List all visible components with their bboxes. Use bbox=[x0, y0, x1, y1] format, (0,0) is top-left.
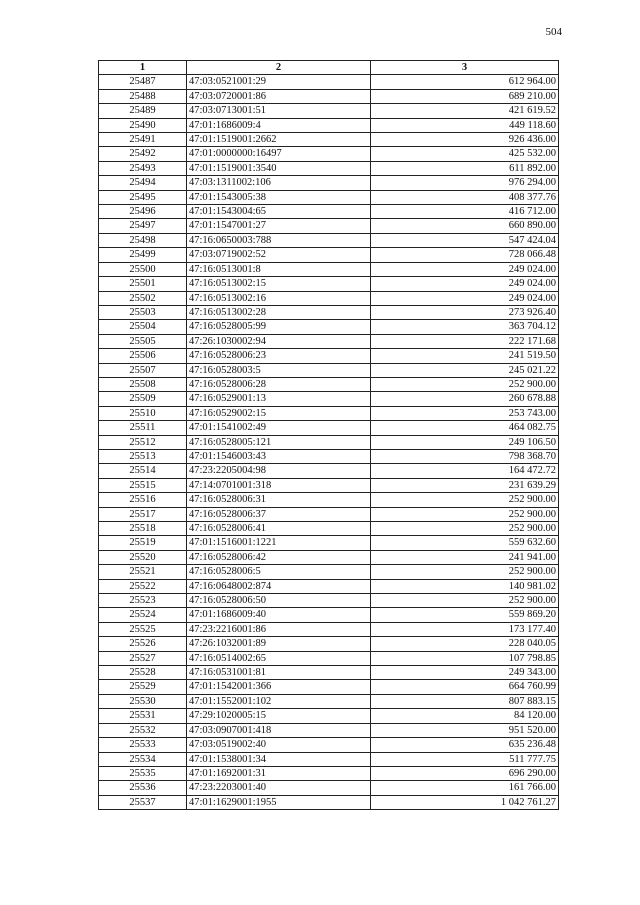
row-number-cell: 25526 bbox=[99, 637, 187, 651]
page-number: 504 bbox=[545, 26, 562, 38]
table-row bbox=[99, 320, 559, 334]
value-cell: 807 883.15 bbox=[371, 694, 559, 708]
column-header-3: 3 bbox=[371, 61, 559, 75]
value-cell: 664 760.99 bbox=[371, 680, 559, 694]
cadastral-number-cell: 47:01:1538001:34 bbox=[187, 752, 371, 766]
row-number-cell: 25487 bbox=[99, 75, 187, 89]
value-cell: 416 712.00 bbox=[371, 205, 559, 219]
cadastral-number-cell: 47:16:0529001:13 bbox=[187, 392, 371, 406]
value-cell: 363 704.12 bbox=[371, 320, 559, 334]
cadastral-number-cell: 47:16:0528006:50 bbox=[187, 594, 371, 608]
table-row bbox=[99, 133, 559, 147]
table-row bbox=[99, 781, 559, 795]
value-cell: 559 632.60 bbox=[371, 536, 559, 550]
cadastral-number-cell: 47:29:1020005:15 bbox=[187, 709, 371, 723]
cadastral-number-cell: 47:01:1543004:65 bbox=[187, 205, 371, 219]
value-cell: 84 120.00 bbox=[371, 709, 559, 723]
table-row bbox=[99, 89, 559, 103]
row-number-cell: 25508 bbox=[99, 377, 187, 391]
table-row bbox=[99, 161, 559, 175]
value-cell: 728 066.48 bbox=[371, 248, 559, 262]
cadastral-number-cell: 47:16:0529002:15 bbox=[187, 406, 371, 420]
table-row bbox=[99, 392, 559, 406]
value-cell: 252 900.00 bbox=[371, 565, 559, 579]
cadastral-number-cell: 47:26:1032001:89 bbox=[187, 637, 371, 651]
cadastral-number-cell: 47:26:1030002:94 bbox=[187, 334, 371, 348]
cadastral-number-cell: 47:16:0528006:31 bbox=[187, 493, 371, 507]
row-number-cell: 25519 bbox=[99, 536, 187, 550]
row-number-cell: 25491 bbox=[99, 133, 187, 147]
table-row bbox=[99, 435, 559, 449]
row-number-cell: 25502 bbox=[99, 291, 187, 305]
table-row bbox=[99, 406, 559, 420]
row-number-cell: 25492 bbox=[99, 147, 187, 161]
table-row bbox=[99, 421, 559, 435]
cadastral-number-cell: 47:03:0907001:418 bbox=[187, 723, 371, 737]
cadastral-number-cell: 47:01:1552001:102 bbox=[187, 694, 371, 708]
table-row bbox=[99, 334, 559, 348]
row-number-cell: 25505 bbox=[99, 334, 187, 348]
value-cell: 559 869.20 bbox=[371, 608, 559, 622]
value-cell: 249 024.00 bbox=[371, 291, 559, 305]
value-cell: 252 900.00 bbox=[371, 493, 559, 507]
table-row bbox=[99, 752, 559, 766]
row-number-cell: 25494 bbox=[99, 176, 187, 190]
value-cell: 689 210.00 bbox=[371, 89, 559, 103]
value-cell: 249 343.00 bbox=[371, 666, 559, 680]
table-row bbox=[99, 176, 559, 190]
value-cell: 107 798.85 bbox=[371, 651, 559, 665]
row-number-cell: 25511 bbox=[99, 421, 187, 435]
cadastral-number-cell: 47:16:0528005:99 bbox=[187, 320, 371, 334]
table-row bbox=[99, 449, 559, 463]
table-row bbox=[99, 349, 559, 363]
value-cell: 245 021.22 bbox=[371, 363, 559, 377]
table-row bbox=[99, 478, 559, 492]
row-number-cell: 25537 bbox=[99, 795, 187, 809]
row-number-cell: 25509 bbox=[99, 392, 187, 406]
cadastral-number-cell: 47:03:1311002:106 bbox=[187, 176, 371, 190]
header-row bbox=[99, 61, 559, 75]
row-number-cell: 25504 bbox=[99, 320, 187, 334]
cadastral-number-cell: 47:16:0528006:28 bbox=[187, 377, 371, 391]
cadastral-number-cell: 47:01:1686009:4 bbox=[187, 118, 371, 132]
cadastral-number-cell: 47:16:0528005:121 bbox=[187, 435, 371, 449]
table-row bbox=[99, 651, 559, 665]
cadastral-number-cell: 47:01:1546003:43 bbox=[187, 449, 371, 463]
cadastral-number-cell: 47:01:1516001:1221 bbox=[187, 536, 371, 550]
row-number-cell: 25530 bbox=[99, 694, 187, 708]
table-row bbox=[99, 637, 559, 651]
cadastral-number-cell: 47:23:2205004:98 bbox=[187, 464, 371, 478]
value-cell: 449 118.60 bbox=[371, 118, 559, 132]
table-row bbox=[99, 219, 559, 233]
table-row bbox=[99, 464, 559, 478]
table-row bbox=[99, 493, 559, 507]
row-number-cell: 25513 bbox=[99, 449, 187, 463]
row-number-cell: 25490 bbox=[99, 118, 187, 132]
value-cell: 241 519.50 bbox=[371, 349, 559, 363]
table-row bbox=[99, 522, 559, 536]
value-cell: 926 436.00 bbox=[371, 133, 559, 147]
value-cell: 511 777.75 bbox=[371, 752, 559, 766]
table-row bbox=[99, 622, 559, 636]
cadastral-number-cell: 47:01:1629001:1955 bbox=[187, 795, 371, 809]
cadastral-number-cell: 47:16:0513001:8 bbox=[187, 262, 371, 276]
row-number-cell: 25520 bbox=[99, 550, 187, 564]
table-row bbox=[99, 680, 559, 694]
cadastral-number-cell: 47:23:2216001:86 bbox=[187, 622, 371, 636]
table-row bbox=[99, 795, 559, 809]
table-row bbox=[99, 608, 559, 622]
table-row bbox=[99, 723, 559, 737]
table-row bbox=[99, 666, 559, 680]
cadastral-number-cell: 47:16:0528006:23 bbox=[187, 349, 371, 363]
table-row bbox=[99, 118, 559, 132]
row-number-cell: 25503 bbox=[99, 305, 187, 319]
value-cell: 252 900.00 bbox=[371, 522, 559, 536]
value-cell: 408 377.76 bbox=[371, 190, 559, 204]
value-cell: 547 424.04 bbox=[371, 233, 559, 247]
cadastral-number-cell: 47:16:0513002:28 bbox=[187, 305, 371, 319]
cadastral-number-cell: 47:03:0521001:29 bbox=[187, 75, 371, 89]
row-number-cell: 25522 bbox=[99, 579, 187, 593]
row-number-cell: 25495 bbox=[99, 190, 187, 204]
value-cell: 635 236.48 bbox=[371, 738, 559, 752]
row-number-cell: 25500 bbox=[99, 262, 187, 276]
row-number-cell: 25497 bbox=[99, 219, 187, 233]
value-cell: 425 532.00 bbox=[371, 147, 559, 161]
value-cell: 976 294.00 bbox=[371, 176, 559, 190]
value-cell: 249 106.50 bbox=[371, 435, 559, 449]
cadastral-number-cell: 47:16:0650003:788 bbox=[187, 233, 371, 247]
value-cell: 253 743.00 bbox=[371, 406, 559, 420]
cadastral-number-cell: 47:01:1541002:49 bbox=[187, 421, 371, 435]
value-cell: 222 171.68 bbox=[371, 334, 559, 348]
value-cell: 249 024.00 bbox=[371, 262, 559, 276]
cadastral-number-cell: 47:16:0528006:41 bbox=[187, 522, 371, 536]
value-cell: 161 766.00 bbox=[371, 781, 559, 795]
row-number-cell: 25525 bbox=[99, 622, 187, 636]
value-cell: 252 900.00 bbox=[371, 594, 559, 608]
cadastral-number-cell: 47:16:0528006:37 bbox=[187, 507, 371, 521]
cadastral-number-cell: 47:16:0531001:81 bbox=[187, 666, 371, 680]
table-row bbox=[99, 536, 559, 550]
value-cell: 140 981.02 bbox=[371, 579, 559, 593]
cadastral-number-cell: 47:03:0720001:86 bbox=[187, 89, 371, 103]
value-cell: 611 892.00 bbox=[371, 161, 559, 175]
table-row bbox=[99, 205, 559, 219]
row-number-cell: 25523 bbox=[99, 594, 187, 608]
table-header bbox=[99, 61, 559, 75]
row-number-cell: 25489 bbox=[99, 104, 187, 118]
value-cell: 260 678.88 bbox=[371, 392, 559, 406]
cadastral-number-cell: 47:01:1547001:27 bbox=[187, 219, 371, 233]
cadastral-number-cell: 47:01:1542001:366 bbox=[187, 680, 371, 694]
table-row bbox=[99, 550, 559, 564]
row-number-cell: 25506 bbox=[99, 349, 187, 363]
row-number-cell: 25533 bbox=[99, 738, 187, 752]
row-number-cell: 25499 bbox=[99, 248, 187, 262]
column-header-1: 1 bbox=[99, 61, 187, 75]
cadastral-number-cell: 47:16:0648002:874 bbox=[187, 579, 371, 593]
table-row bbox=[99, 75, 559, 89]
row-number-cell: 25521 bbox=[99, 565, 187, 579]
value-cell: 421 619.52 bbox=[371, 104, 559, 118]
value-cell: 231 639.29 bbox=[371, 478, 559, 492]
table-row bbox=[99, 507, 559, 521]
table-row bbox=[99, 579, 559, 593]
row-number-cell: 25516 bbox=[99, 493, 187, 507]
cadastral-number-cell: 47:03:0713001:51 bbox=[187, 104, 371, 118]
row-number-cell: 25515 bbox=[99, 478, 187, 492]
table-row bbox=[99, 377, 559, 391]
row-number-cell: 25517 bbox=[99, 507, 187, 521]
value-cell: 252 900.00 bbox=[371, 377, 559, 391]
table-row bbox=[99, 305, 559, 319]
cadastral-number-cell: 47:01:1692001:31 bbox=[187, 766, 371, 780]
cadastral-number-cell: 47:03:0519002:40 bbox=[187, 738, 371, 752]
cadastral-number-cell: 47:01:1543005:38 bbox=[187, 190, 371, 204]
table-row bbox=[99, 277, 559, 291]
row-number-cell: 25531 bbox=[99, 709, 187, 723]
cadastral-number-cell: 47:01:1519001:3540 bbox=[187, 161, 371, 175]
table-row bbox=[99, 738, 559, 752]
table-row bbox=[99, 190, 559, 204]
value-cell: 173 177.40 bbox=[371, 622, 559, 636]
table-row bbox=[99, 709, 559, 723]
cadastral-number-cell: 47:16:0528003:5 bbox=[187, 363, 371, 377]
table-row bbox=[99, 104, 559, 118]
row-number-cell: 25527 bbox=[99, 651, 187, 665]
row-number-cell: 25496 bbox=[99, 205, 187, 219]
row-number-cell: 25510 bbox=[99, 406, 187, 420]
cadastral-number-cell: 47:01:0000000:16497 bbox=[187, 147, 371, 161]
row-number-cell: 25536 bbox=[99, 781, 187, 795]
cadastral-number-cell: 47:16:0528006:5 bbox=[187, 565, 371, 579]
row-number-cell: 25524 bbox=[99, 608, 187, 622]
row-number-cell: 25501 bbox=[99, 277, 187, 291]
row-number-cell: 25529 bbox=[99, 680, 187, 694]
row-number-cell: 25534 bbox=[99, 752, 187, 766]
cadastral-number-cell: 47:16:0528006:42 bbox=[187, 550, 371, 564]
value-cell: 241 941.00 bbox=[371, 550, 559, 564]
table-row bbox=[99, 594, 559, 608]
value-cell: 464 082.75 bbox=[371, 421, 559, 435]
table-row bbox=[99, 291, 559, 305]
cadastral-number-cell: 47:03:0719002:52 bbox=[187, 248, 371, 262]
row-number-cell: 25493 bbox=[99, 161, 187, 175]
value-cell: 228 040.05 bbox=[371, 637, 559, 651]
value-cell: 273 926.40 bbox=[371, 305, 559, 319]
row-number-cell: 25488 bbox=[99, 89, 187, 103]
table-row bbox=[99, 363, 559, 377]
table-row bbox=[99, 766, 559, 780]
value-cell: 1 042 761.27 bbox=[371, 795, 559, 809]
value-cell: 164 472.72 bbox=[371, 464, 559, 478]
row-number-cell: 25532 bbox=[99, 723, 187, 737]
registry-table bbox=[98, 60, 559, 810]
cadastral-number-cell: 47:01:1519001:2662 bbox=[187, 133, 371, 147]
cadastral-number-cell: 47:16:0513002:15 bbox=[187, 277, 371, 291]
row-number-cell: 25512 bbox=[99, 435, 187, 449]
table-row bbox=[99, 248, 559, 262]
value-cell: 660 890.00 bbox=[371, 219, 559, 233]
cadastral-number-cell: 47:14:0701001:318 bbox=[187, 478, 371, 492]
value-cell: 249 024.00 bbox=[371, 277, 559, 291]
row-number-cell: 25518 bbox=[99, 522, 187, 536]
row-number-cell: 25507 bbox=[99, 363, 187, 377]
row-number-cell: 25498 bbox=[99, 233, 187, 247]
cadastral-number-cell: 47:23:2203001:40 bbox=[187, 781, 371, 795]
value-cell: 951 520.00 bbox=[371, 723, 559, 737]
column-header-2: 2 bbox=[187, 61, 371, 75]
table-row bbox=[99, 262, 559, 276]
value-cell: 252 900.00 bbox=[371, 507, 559, 521]
table-body bbox=[99, 75, 559, 810]
row-number-cell: 25514 bbox=[99, 464, 187, 478]
value-cell: 696 290.00 bbox=[371, 766, 559, 780]
table-row bbox=[99, 694, 559, 708]
value-cell: 612 964.00 bbox=[371, 75, 559, 89]
cadastral-number-cell: 47:16:0513002:16 bbox=[187, 291, 371, 305]
cadastral-number-cell: 47:16:0514002:65 bbox=[187, 651, 371, 665]
cadastral-number-cell: 47:01:1686009:40 bbox=[187, 608, 371, 622]
value-cell: 798 368.70 bbox=[371, 449, 559, 463]
table-row bbox=[99, 233, 559, 247]
table-row bbox=[99, 147, 559, 161]
table-row bbox=[99, 565, 559, 579]
row-number-cell: 25535 bbox=[99, 766, 187, 780]
row-number-cell: 25528 bbox=[99, 666, 187, 680]
